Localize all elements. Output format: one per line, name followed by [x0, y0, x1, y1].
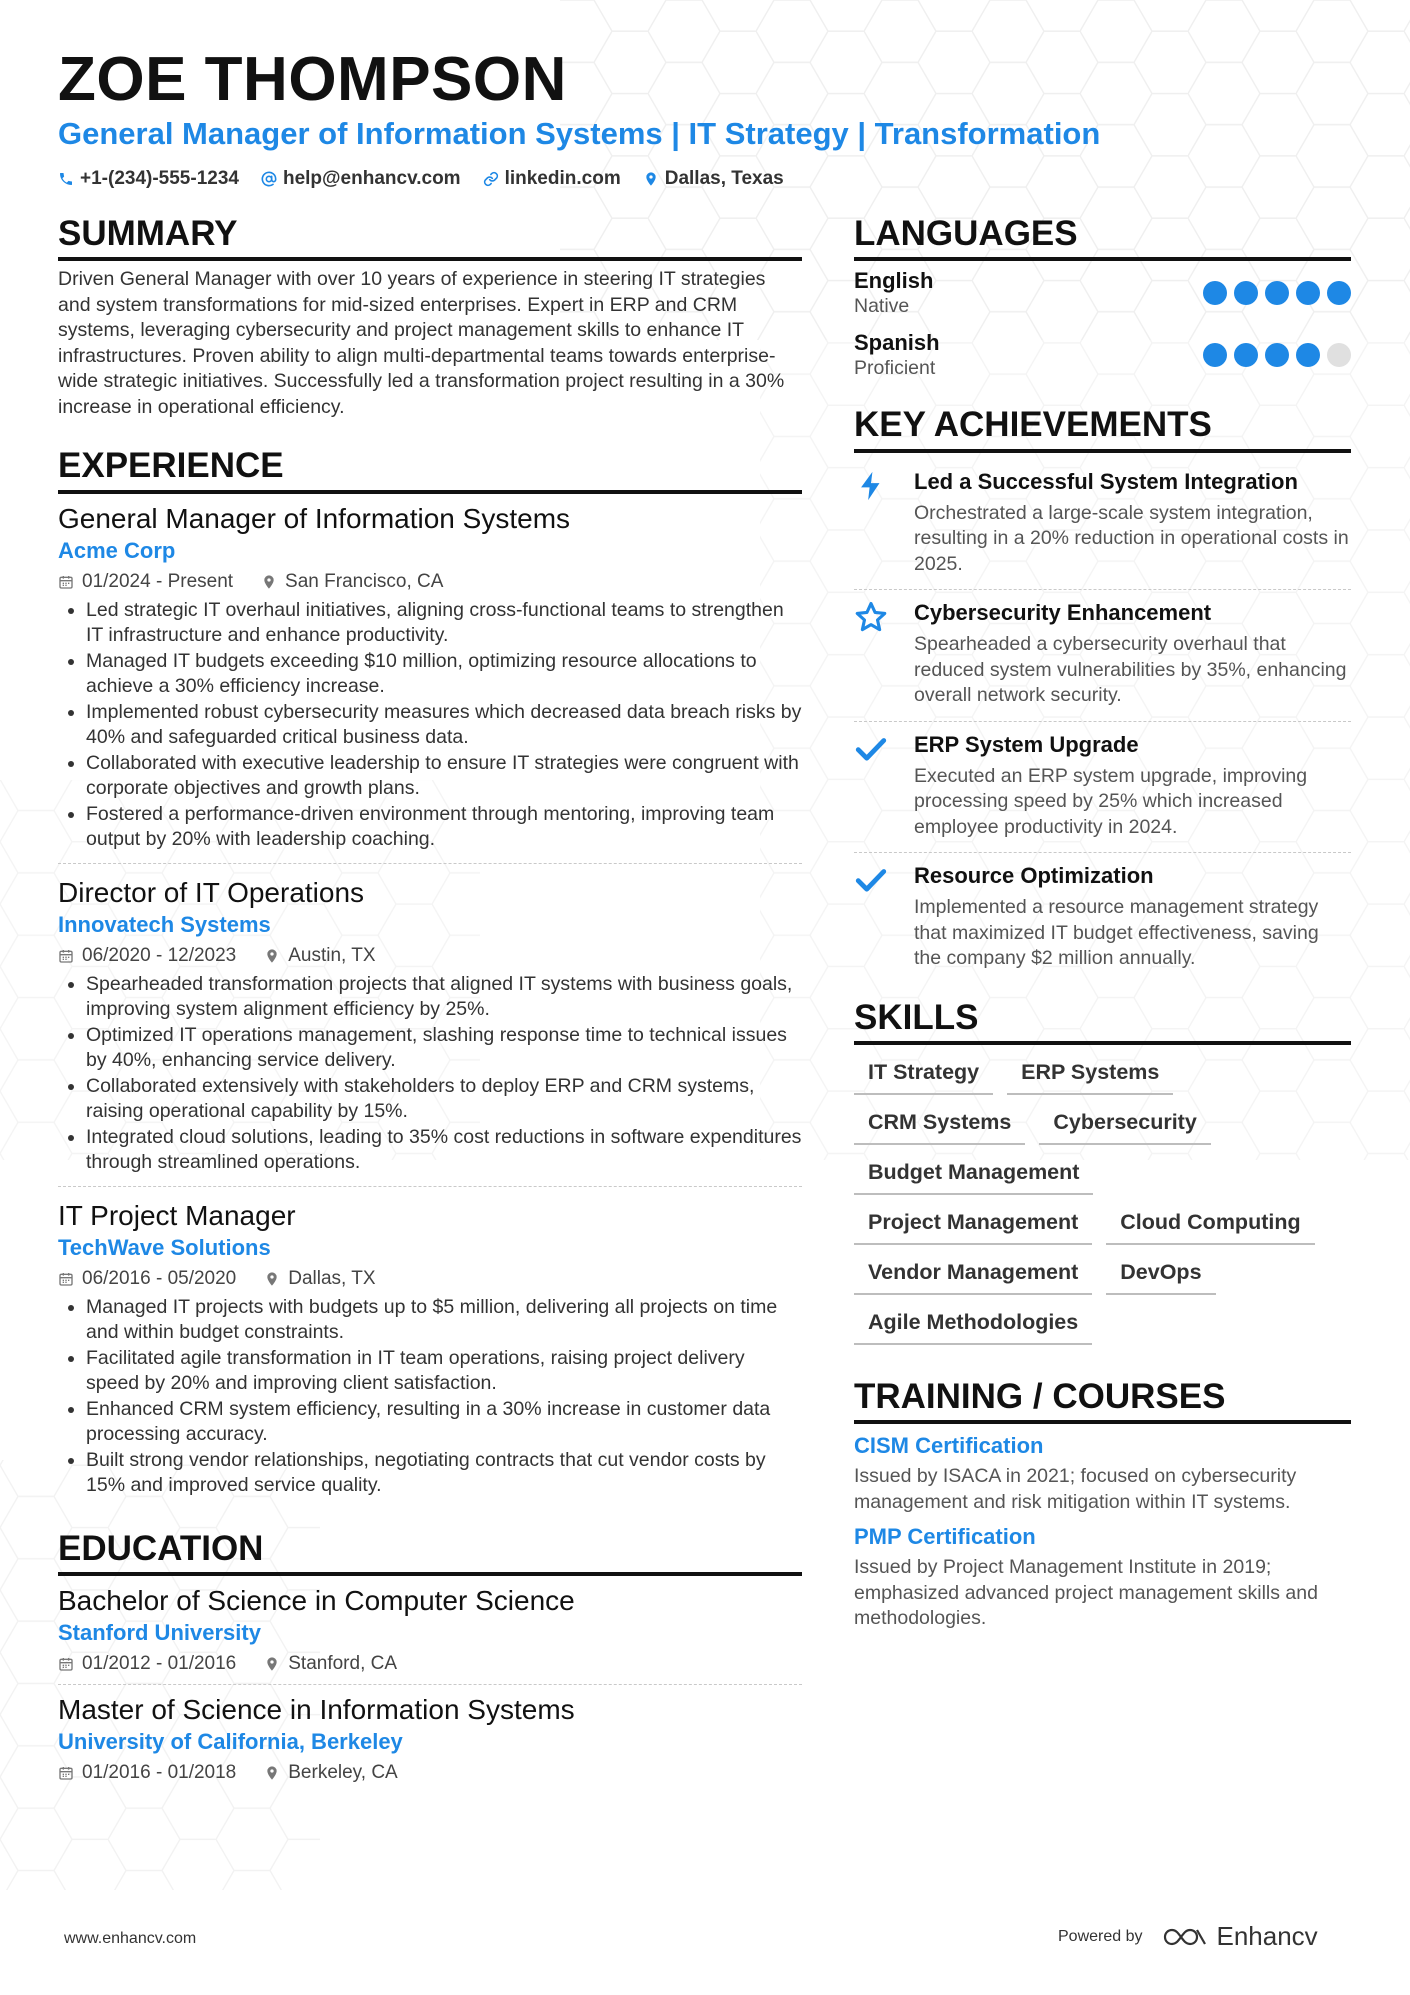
checkmark-icon	[854, 863, 888, 897]
experience-entry	[58, 502, 802, 864]
achievement-description: Executed an ERP system upgrade, improving processing speed by 25% which increased employee productivity in 2024.	[914, 764, 1308, 838]
education-dates: 01/2012 - 01/2016	[82, 1652, 237, 1674]
job-bullets	[58, 598, 802, 853]
job-title: Director of IT Operations	[58, 876, 365, 908]
education-entry	[58, 1693, 802, 1793]
company-name: Innovatech Systems	[58, 911, 271, 937]
achievement-entry	[854, 722, 1351, 854]
education-heading: EDUCATION	[58, 1529, 802, 1576]
map-pin-icon	[264, 1271, 280, 1287]
rating-dot-filled	[1203, 281, 1227, 305]
school-name: University of California, Berkeley	[58, 1728, 403, 1754]
skill-tag: Cloud Computing	[1106, 1209, 1314, 1245]
achievement-description: Implemented a resource management strategy that maximized IT budget effectiveness, saving the company $2 million annually.	[914, 896, 1319, 969]
company-name: TechWave Solutions	[58, 1234, 271, 1260]
education-section	[58, 1529, 802, 1793]
calendar-icon	[58, 948, 74, 964]
footer-branding	[1058, 1921, 1318, 1952]
bullet-item: • Enhanced CRM system efficiency, resulting in a 30% increase in customer data processing accuracy.	[86, 1397, 802, 1448]
languages-heading: LANGUAGES	[854, 214, 1351, 261]
course-entry	[854, 1432, 1351, 1515]
rating-dot-filled	[1265, 343, 1289, 367]
job-location: Dallas, TX	[288, 1267, 376, 1289]
skill-tag: Project Management	[854, 1209, 1092, 1245]
job-bullets	[58, 972, 802, 1176]
bullet-item: • Collaborated with executive leadership to ensure IT strategies were congruent with corporate objectives and growth plans.	[86, 751, 802, 802]
map-pin-icon	[643, 171, 659, 187]
bullet-item: • Spearheaded transformation projects that aligned IT systems with business goals, improving system alignment efficiency by 25%.	[86, 972, 802, 1023]
skill-tag: Vendor Management	[854, 1259, 1092, 1295]
experience-entry	[58, 876, 802, 1187]
map-pin-icon	[261, 574, 277, 590]
skill-tag: Budget Management	[854, 1159, 1093, 1195]
job-bullets	[58, 1295, 802, 1499]
summary-text: Driven General Manager with over 10 years of experience in steering IT strategies and system transformations for mid-sized enterprises. Expert in ERP and CRM systems, leveraging cybersecurity and project management skills to enhance IT infrastructures. Proven ability to align multi-departmental teams towards enterprise-wide strategic initiatives. Successfully led a transformation project resulting in a 30% increase in operational efficiency.	[58, 268, 785, 418]
skill-tag: Agile Methodologies	[854, 1309, 1092, 1345]
candidate-name: ZOE THOMPSON	[58, 45, 567, 114]
brand-name: Enhancv	[1216, 1921, 1318, 1951]
contact-email[interactable]	[261, 168, 461, 190]
achievement-entry	[854, 590, 1351, 722]
achievement-description: Spearheaded a cybersecurity overhaul that reduced system vulnerabilities by 35%, enhancing overall network security.	[914, 633, 1347, 706]
job-dates: 06/2020 - 12/2023	[82, 944, 237, 966]
achievement-title: Cybersecurity Enhancement	[914, 600, 1212, 625]
lightning-icon	[854, 469, 888, 503]
location-text: Dallas, Texas	[664, 168, 784, 189]
map-pin-icon	[264, 1656, 280, 1672]
education-meta	[58, 1650, 802, 1678]
language-level: Native	[854, 295, 910, 318]
enhancv-logo-icon	[1161, 1925, 1207, 1949]
achievements-heading: KEY ACHIEVEMENTS	[854, 405, 1351, 452]
course-title: CISM Certification	[854, 1433, 1044, 1458]
bullet-item: • Optimized IT operations management, slashing response time to technical issues by 40%, enhancing service delivery.	[86, 1023, 802, 1074]
course-description: Issued by ISACA in 2021; focused on cybersecurity management and risk mitigation within IT systems.	[854, 1465, 1297, 1513]
job-meta	[58, 942, 802, 970]
calendar-icon	[58, 1765, 74, 1781]
school-name: Stanford University	[58, 1619, 261, 1645]
rating-dot-filled	[1234, 281, 1258, 305]
bullet-item: • Built strong vendor relationships, negotiating contracts that cut vendor costs by 15% and improved service quality.	[86, 1448, 802, 1499]
bullet-item: • Fostered a performance-driven environment through mentoring, improving team output by 20% with leadership coaching.	[86, 802, 802, 853]
map-pin-icon	[264, 1765, 280, 1781]
achievement-entry	[854, 853, 1351, 984]
powered-by-text: Powered by	[1058, 1927, 1143, 1945]
job-title: General Manager of Information Systems	[58, 502, 571, 534]
training-heading: TRAINING / COURSES	[854, 1377, 1351, 1424]
course-description: Issued by Project Management Institute in 2019; emphasized advanced project management skills and methodologies.	[854, 1556, 1318, 1629]
skill-tag: CRM Systems	[854, 1109, 1025, 1145]
job-dates: 01/2024 - Present	[82, 570, 234, 592]
achievement-title: ERP System Upgrade	[914, 731, 1139, 757]
job-meta	[58, 1265, 802, 1293]
achievement-description: Orchestrated a large-scale system integration, resulting in a 20% reduction in operational costs in 2025.	[914, 501, 1349, 575]
rating-dot-filled	[1234, 343, 1258, 367]
candidate-headline: General Manager of Information Systems | IT Strategy | Transformation	[58, 116, 1101, 151]
bullet-item: • Managed IT budgets exceeding $10 million, optimizing resource allocations to achieve a 30% efficiency increase.	[86, 649, 802, 700]
skills-heading: SKILLS	[854, 998, 1351, 1045]
rating-dot-empty	[1327, 343, 1351, 367]
language-name: Spanish	[854, 330, 940, 356]
degree-title: Bachelor of Science in Computer Science	[58, 1584, 575, 1616]
company-name: Acme Corp	[58, 537, 176, 563]
email-text: help@enhancv.com	[282, 168, 461, 189]
contact-location	[643, 168, 784, 190]
job-location: San Francisco, CA	[285, 570, 444, 592]
job-dates: 06/2016 - 05/2020	[82, 1267, 237, 1289]
at-sign-icon	[261, 171, 277, 187]
linkedin-text: linkedin.com	[504, 168, 621, 189]
experience-entry	[58, 1199, 802, 1509]
calendar-icon	[58, 1271, 74, 1287]
bullet-item: • Integrated cloud solutions, leading to 35% cost reductions in software expenditures through streamlined operations.	[86, 1125, 802, 1176]
rating-dot-filled	[1296, 281, 1320, 305]
education-meta	[58, 1759, 802, 1787]
rating-dot-filled	[1203, 343, 1227, 367]
education-entry	[58, 1584, 802, 1685]
education-location: Stanford, CA	[288, 1652, 398, 1674]
achievement-title: Resource Optimization	[914, 863, 1154, 888]
skills-section	[854, 998, 1351, 1345]
course-title: PMP Certification	[854, 1524, 1036, 1549]
experience-section	[58, 446, 802, 1508]
contact-linkedin[interactable]	[483, 168, 621, 190]
skills-list	[854, 1059, 1351, 1345]
achievement-title: Led a Successful System Integration	[914, 468, 1298, 494]
language-name: English	[854, 268, 934, 294]
language-rating	[1203, 343, 1351, 367]
map-pin-icon	[264, 948, 280, 964]
experience-heading: EXPERIENCE	[58, 446, 802, 493]
language-entry	[854, 267, 1351, 319]
education-dates: 01/2016 - 01/2018	[82, 1761, 237, 1783]
star-icon	[854, 600, 888, 634]
education-location: Berkeley, CA	[288, 1761, 398, 1783]
left-column	[58, 214, 802, 1801]
summary-section	[58, 214, 802, 420]
footer-website[interactable]: www.enhancv.com	[64, 1930, 197, 1947]
skill-tag: Cybersecurity	[1039, 1109, 1210, 1145]
skill-tag: DevOps	[1106, 1259, 1215, 1295]
bullet-item: • Led strategic IT overhaul initiatives, aligning cross-functional teams to strengthen IT infrastructure and enhance productivity.	[86, 598, 802, 649]
right-column	[854, 214, 1351, 1640]
training-section	[854, 1377, 1351, 1632]
enhancv-logo[interactable]	[1161, 1921, 1318, 1952]
rating-dot-filled	[1265, 281, 1289, 305]
achievement-entry	[854, 459, 1351, 591]
checkmark-icon	[854, 732, 888, 766]
achievements-section	[854, 405, 1351, 983]
link-icon	[483, 171, 499, 187]
bullet-item: • Facilitated agile transformation in IT team operations, raising project delivery speed by 20% and improving client satisfaction.	[86, 1346, 802, 1397]
degree-title: Master of Science in Information Systems	[58, 1693, 575, 1725]
language-entry	[854, 329, 1351, 381]
language-rating	[1203, 281, 1351, 305]
skill-tag: IT Strategy	[854, 1059, 993, 1095]
rating-dot-filled	[1296, 343, 1320, 367]
contact-phone[interactable]	[58, 168, 239, 190]
job-meta	[58, 568, 802, 596]
bullet-item: • Managed IT projects with budgets up to $5 million, delivering all projects on time and within budget constraints.	[86, 1295, 802, 1346]
skill-tag: ERP Systems	[1007, 1059, 1173, 1095]
course-entry	[854, 1523, 1351, 1632]
calendar-icon	[58, 574, 74, 590]
bullet-item: • Implemented robust cybersecurity measures which decreased data breach risks by 40% and safeguarded critical business data.	[86, 700, 802, 751]
contact-bar	[58, 168, 784, 190]
job-title: IT Project Manager	[58, 1199, 296, 1231]
job-location: Austin, TX	[288, 944, 376, 966]
summary-heading: SUMMARY	[58, 214, 802, 261]
bullet-item: • Collaborated extensively with stakeholders to deploy ERP and CRM systems, raising operational capability by 15%.	[86, 1074, 802, 1125]
language-level: Proficient	[854, 357, 936, 380]
calendar-icon	[58, 1656, 74, 1672]
phone-text: +1-(234)-555-1234	[80, 168, 239, 189]
phone-icon	[58, 171, 74, 187]
rating-dot-filled	[1327, 281, 1351, 305]
languages-section	[854, 214, 1351, 381]
